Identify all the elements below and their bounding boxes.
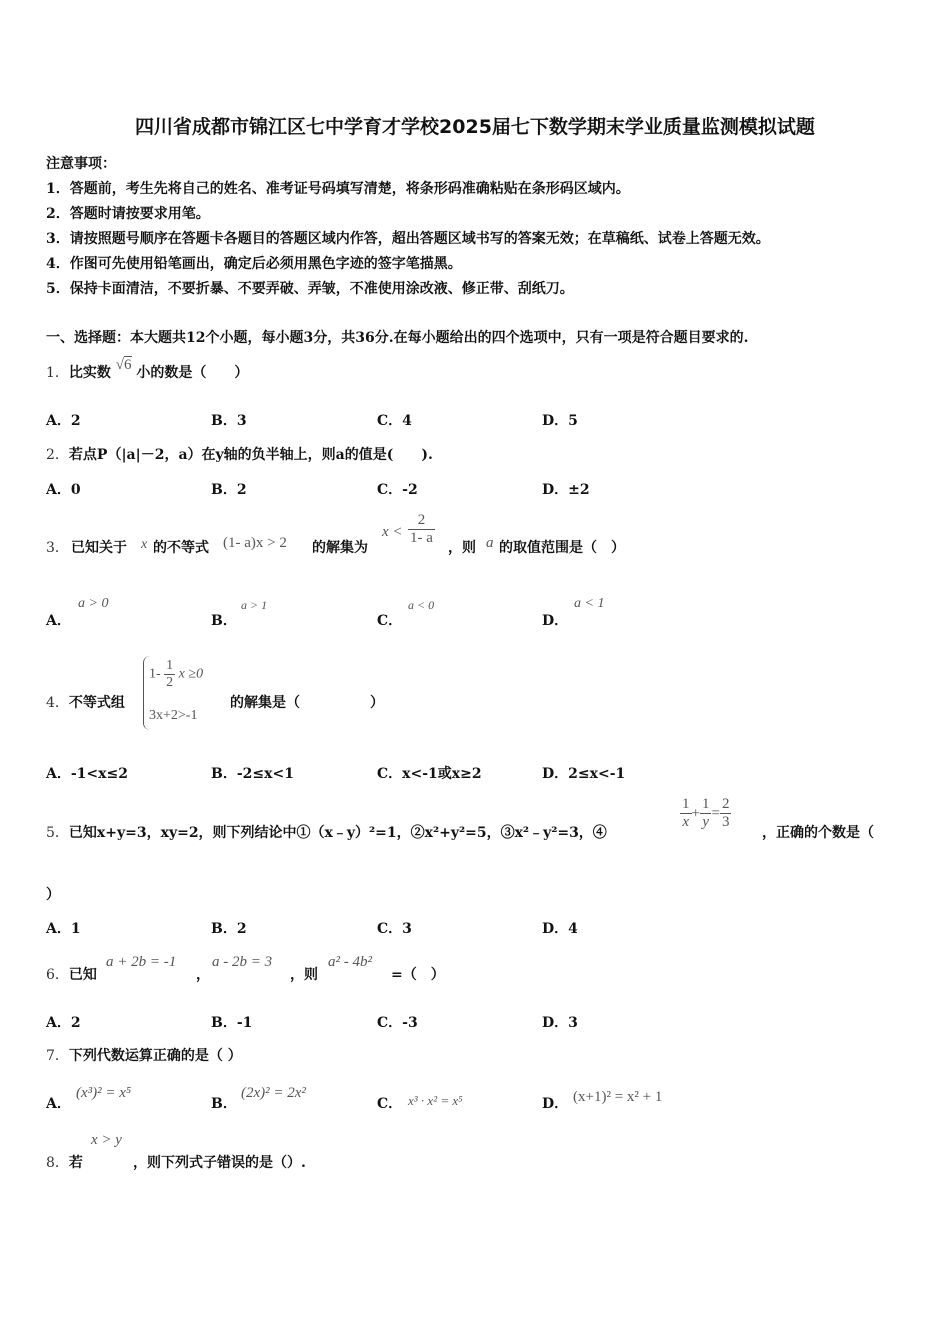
section-heading: 一、选择题：本大题共12个小题，每小题3分，共36分.在每小题给出的四个选项中，只有一项是符合题目要求的. — [46, 330, 749, 346]
solution-lhs: x < — [382, 524, 403, 540]
question-number: 1． — [46, 365, 69, 381]
solution-fraction — [408, 512, 435, 547]
q6-stem-pre: 已知 — [68, 967, 97, 983]
question-4-stem — [46, 692, 125, 712]
q6-stem-mid: ，则 — [290, 967, 318, 983]
fraction-denominator: 1- a — [410, 530, 433, 546]
q2-option-a[interactable]: A．0 — [46, 482, 81, 498]
q6-option-d[interactable]: D．3 — [542, 1015, 578, 1031]
fraction-1-over-y — [700, 796, 712, 831]
page-title: 四川省成都市锦江区七中学育才学校2025届七下数学期末学业质量监测模拟试题 — [135, 116, 815, 138]
q1-option-c[interactable]: C．4 — [377, 413, 412, 429]
expression-a2-minus-4b2: a² - 4b² — [328, 954, 372, 970]
question-6-stem — [46, 964, 97, 984]
q3-stem-part: 的取值范围是（ ） — [499, 540, 625, 556]
question-number: 6． — [46, 967, 69, 983]
q3-stem-part: 的解集为 — [312, 540, 368, 556]
separator: ， — [196, 967, 210, 983]
system-line-1 — [149, 658, 203, 691]
fraction-denominator: x — [680, 813, 692, 831]
q5-stem-post: ，正确的个数是（ — [762, 825, 874, 841]
q3-stem-part: ，则 — [448, 540, 476, 556]
fraction-numerator: 2 — [417, 512, 426, 528]
q2-option-b[interactable]: B．2 — [211, 482, 247, 498]
q4-stem-post: 的解集是（ ） — [230, 695, 384, 711]
fraction-2-over-3 — [720, 796, 732, 831]
q4-stem-pre: 不等式组 — [68, 695, 125, 711]
q2-option-d[interactable]: D．±2 — [542, 482, 590, 498]
sqrt-radicand: 6 — [124, 357, 132, 373]
question-2 — [46, 444, 433, 464]
question-8-stem — [46, 1152, 83, 1172]
question-1 — [46, 357, 249, 382]
q8-stem-post: ，则下列式子错误的是（）. — [133, 1155, 306, 1171]
q5-fraction-expression — [680, 796, 731, 831]
question-number: 8． — [46, 1155, 69, 1171]
fraction-denominator: 2 — [166, 675, 174, 690]
question-number: 7． — [46, 1048, 69, 1064]
notice-item: 3．请按照题号顺序在答题卡各题目的答题区域内作答，超出答题区域书写的答案无效；在草稿纸、试卷上答题无效。 — [46, 231, 770, 247]
line1-part: x ≥0 — [178, 666, 204, 682]
question-number: 2． — [46, 447, 69, 463]
fraction-denominator: y — [700, 813, 712, 831]
q7-option-a-label[interactable]: A． — [46, 1096, 71, 1112]
equation-1: a + 2b = -1 — [106, 954, 177, 970]
inequality-expression: (1- a)x > 2 — [223, 535, 287, 551]
q8-stem-pre: 若 — [68, 1155, 83, 1171]
q5-option-b[interactable]: B．2 — [211, 921, 247, 937]
notice-heading: 注意事项： — [46, 156, 116, 172]
q1-stem-post: 小的数是（ ） — [136, 365, 249, 381]
question-number: 5． — [46, 825, 69, 841]
q7-option-c-value[interactable]: x³ · x² = x⁵ — [408, 1093, 463, 1108]
fraction-1-over-x — [680, 796, 692, 831]
q2-stem: 若点P（|a|－2，a）在y轴的负半轴上，则a的值是( ). — [68, 447, 433, 463]
q8-condition: x > y — [91, 1132, 122, 1148]
question-number: 3． — [46, 540, 69, 556]
q7-option-c-label[interactable]: C． — [377, 1096, 403, 1112]
q5-option-c[interactable]: C．3 — [377, 921, 412, 937]
q1-option-a[interactable]: A．2 — [46, 413, 81, 429]
q4-option-a[interactable]: A．-1<x≤2 — [46, 766, 128, 782]
q4-option-d[interactable]: D．2≤x<-1 — [542, 766, 626, 782]
q7-option-d-value[interactable]: (x+1)² = x² + 1 — [573, 1089, 663, 1105]
q4-option-c[interactable]: C．x<-1或x≥2 — [377, 766, 482, 782]
q3-option-c-label[interactable]: C． — [377, 613, 403, 629]
plus-sign: + — [691, 805, 700, 822]
q3-option-a-label[interactable]: A． — [46, 613, 71, 629]
q7-option-d-label[interactable]: D． — [542, 1096, 569, 1112]
q7-stem: 下列代数运算正确的是（ ） — [68, 1048, 242, 1064]
system-line-2: 3x+2>-1 — [149, 708, 198, 723]
question-7-stem — [46, 1045, 242, 1065]
equation-2: a - 2b = 3 — [212, 954, 273, 970]
q3-option-b-value[interactable]: a > 1 — [241, 598, 268, 612]
q3-option-a-value[interactable]: a > 0 — [78, 596, 109, 611]
q7-option-a-value[interactable]: (x³)² = x⁵ — [76, 1085, 132, 1101]
fraction-numerator: 1 — [166, 658, 174, 673]
q3-stem-part: 已知关于 — [71, 540, 127, 556]
fraction-numerator: 1 — [682, 796, 690, 812]
q6-option-a[interactable]: A．2 — [46, 1015, 81, 1031]
q3-option-d-label[interactable]: D． — [542, 613, 569, 629]
notice-item: 2．答题时请按要求用笔。 — [46, 206, 210, 222]
q3-option-b-label[interactable]: B． — [211, 613, 237, 629]
q5-option-a[interactable]: A．1 — [46, 921, 81, 937]
q6-stem-post: =（ ） — [391, 967, 445, 983]
notice-item: 5．保持卡面清洁，不要折暴、不要弄破、弄皱，不准使用涂改液、修正带、刮纸刀。 — [46, 281, 574, 297]
q5-stem-close: ） — [46, 887, 60, 903]
equals-sign: = — [711, 805, 720, 822]
q3-option-c-value[interactable]: a < 0 — [408, 598, 435, 612]
question-number: 4． — [46, 695, 69, 711]
q1-option-d[interactable]: D．5 — [542, 413, 578, 429]
q1-option-b[interactable]: B．3 — [211, 413, 247, 429]
q2-option-c[interactable]: C．-2 — [377, 482, 418, 498]
sqrt-expression: √6 — [115, 357, 132, 373]
q3-option-d-value[interactable]: a < 1 — [574, 596, 605, 611]
q6-option-b[interactable]: B．-1 — [211, 1015, 253, 1031]
notice-item: 4．作图可先使用铅笔画出，确定后必须用黑色字迹的签字笔描黑。 — [46, 256, 462, 272]
q5-option-d[interactable]: D．4 — [542, 921, 578, 937]
question-5-stem — [46, 822, 607, 842]
q6-option-c[interactable]: C．-3 — [377, 1015, 418, 1031]
fraction-denominator: 3 — [721, 814, 730, 830]
q1-stem-pre: 比实数 — [68, 365, 111, 381]
fraction-numerator: 2 — [721, 796, 730, 812]
fraction-numerator: 1 — [701, 796, 710, 812]
variable-a: a — [486, 535, 494, 551]
q5-stem: 已知x+y=3，xy=2，则下列结论中①（x﹣y）²=1，②x²+y²=5，③x²﹣y²=3，④ — [68, 825, 607, 841]
variable-x: x — [141, 537, 148, 552]
line1-part: 1- — [149, 666, 161, 682]
notice-item: 1．答题前，考生先将自己的姓名、准考证号码填写清楚，将条形码准确粘贴在条形码区域内。 — [46, 181, 630, 197]
q7-option-b-value[interactable]: (2x)² = 2x² — [241, 1085, 306, 1101]
half-fraction — [164, 658, 175, 691]
q3-stem-part: 的不等式 — [153, 540, 209, 556]
q7-option-b-label[interactable]: B． — [211, 1096, 237, 1112]
q4-option-b[interactable]: B．-2≤x<1 — [211, 766, 294, 782]
